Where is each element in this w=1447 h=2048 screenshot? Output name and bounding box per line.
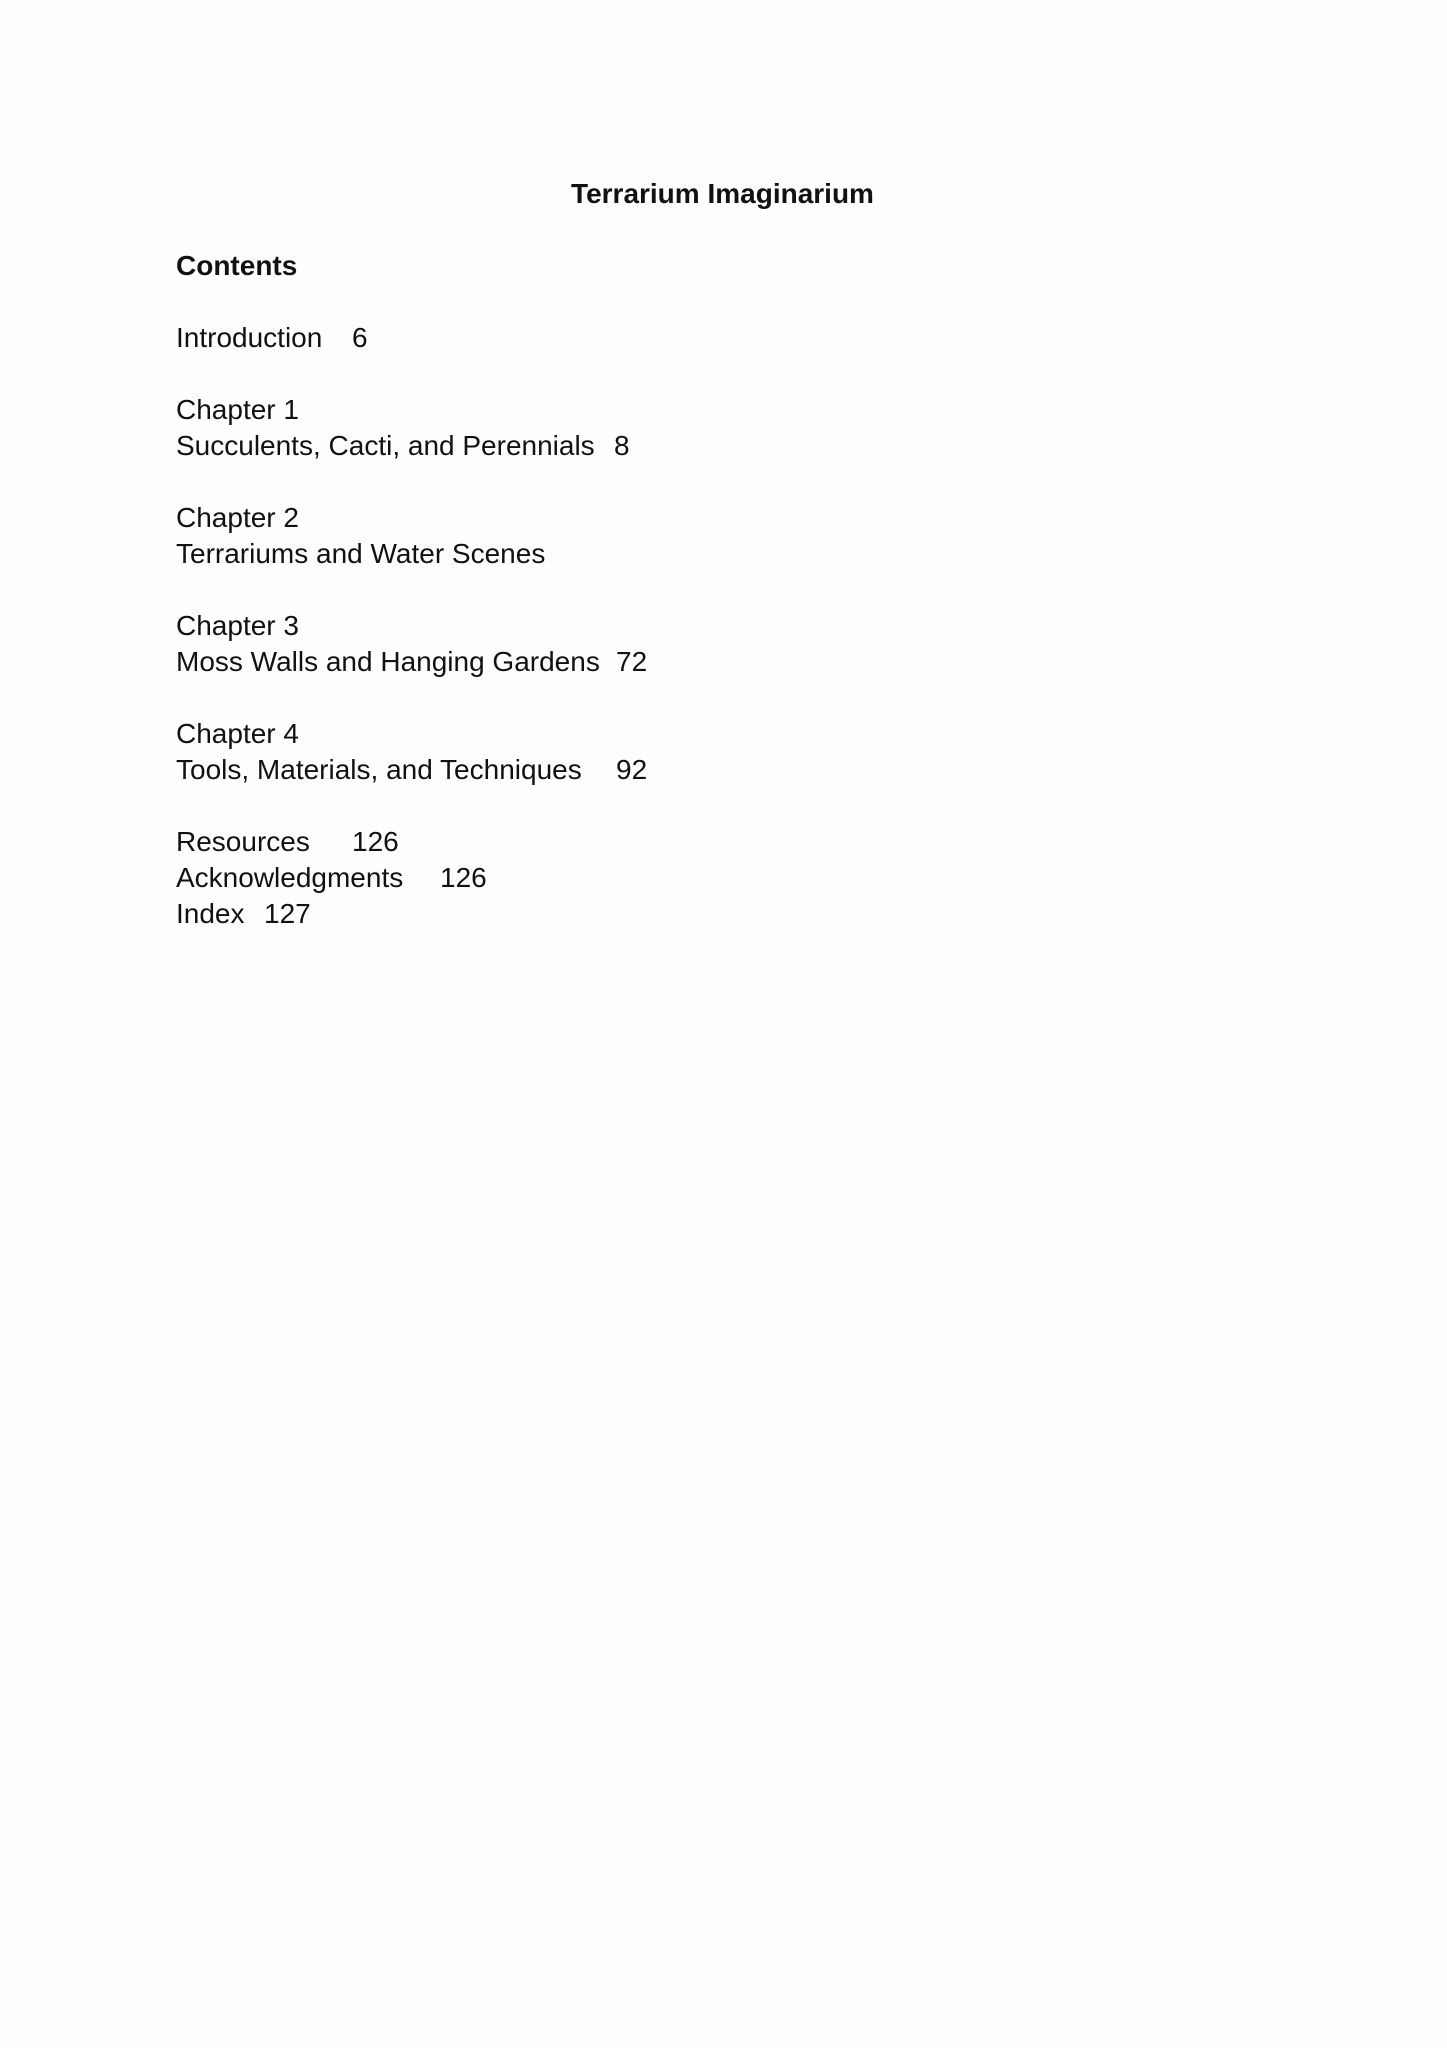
- toc-entry-page: 126: [440, 862, 487, 893]
- toc-entry-page: 6: [352, 322, 368, 353]
- toc-entry-title: Introduction: [176, 322, 323, 353]
- contents-heading: Contents: [176, 250, 298, 281]
- toc-entry-page: 126: [352, 826, 399, 857]
- toc-entry-chapter-4: [176, 752, 648, 788]
- toc-entry-chapter-2: [176, 536, 545, 572]
- toc-entry-title: Succulents, Cacti, and Perennials: [176, 430, 595, 461]
- document-title-text: Terrarium Imaginarium: [571, 178, 874, 209]
- toc-chapter-1-label: Chapter 1: [176, 394, 299, 425]
- toc-entry-title: Moss Walls and Hanging Gardens: [176, 646, 600, 677]
- toc-entry-acknowledgments: [176, 860, 487, 896]
- toc-entry-introduction: [176, 320, 368, 356]
- toc-entry-page: 8: [614, 430, 630, 461]
- toc-entry-resources: [176, 824, 399, 860]
- toc-entry-title: Acknowledgments: [176, 862, 404, 893]
- toc-entry-title: Resources: [176, 826, 310, 857]
- toc-entry-page: 127: [264, 898, 311, 929]
- toc-entry-page: 92: [616, 754, 648, 785]
- toc-entry-chapter-3: [176, 644, 648, 680]
- toc-chapter-3-label: Chapter 3: [176, 610, 299, 641]
- toc-chapter-2-label: Chapter 2: [176, 502, 299, 533]
- toc-entry-title: Tools, Materials, and Techniques: [176, 754, 582, 785]
- toc-entry-chapter-1: [176, 428, 630, 464]
- toc-entry-title: Index: [176, 898, 245, 929]
- table-of-contents: [176, 0, 1076, 1000]
- toc-entry-page: 72: [616, 646, 648, 677]
- toc-chapter-4-label: Chapter 4: [176, 718, 299, 749]
- toc-entry-index: [176, 896, 311, 932]
- toc-entry-title: Terrariums and Water Scenes: [176, 538, 546, 569]
